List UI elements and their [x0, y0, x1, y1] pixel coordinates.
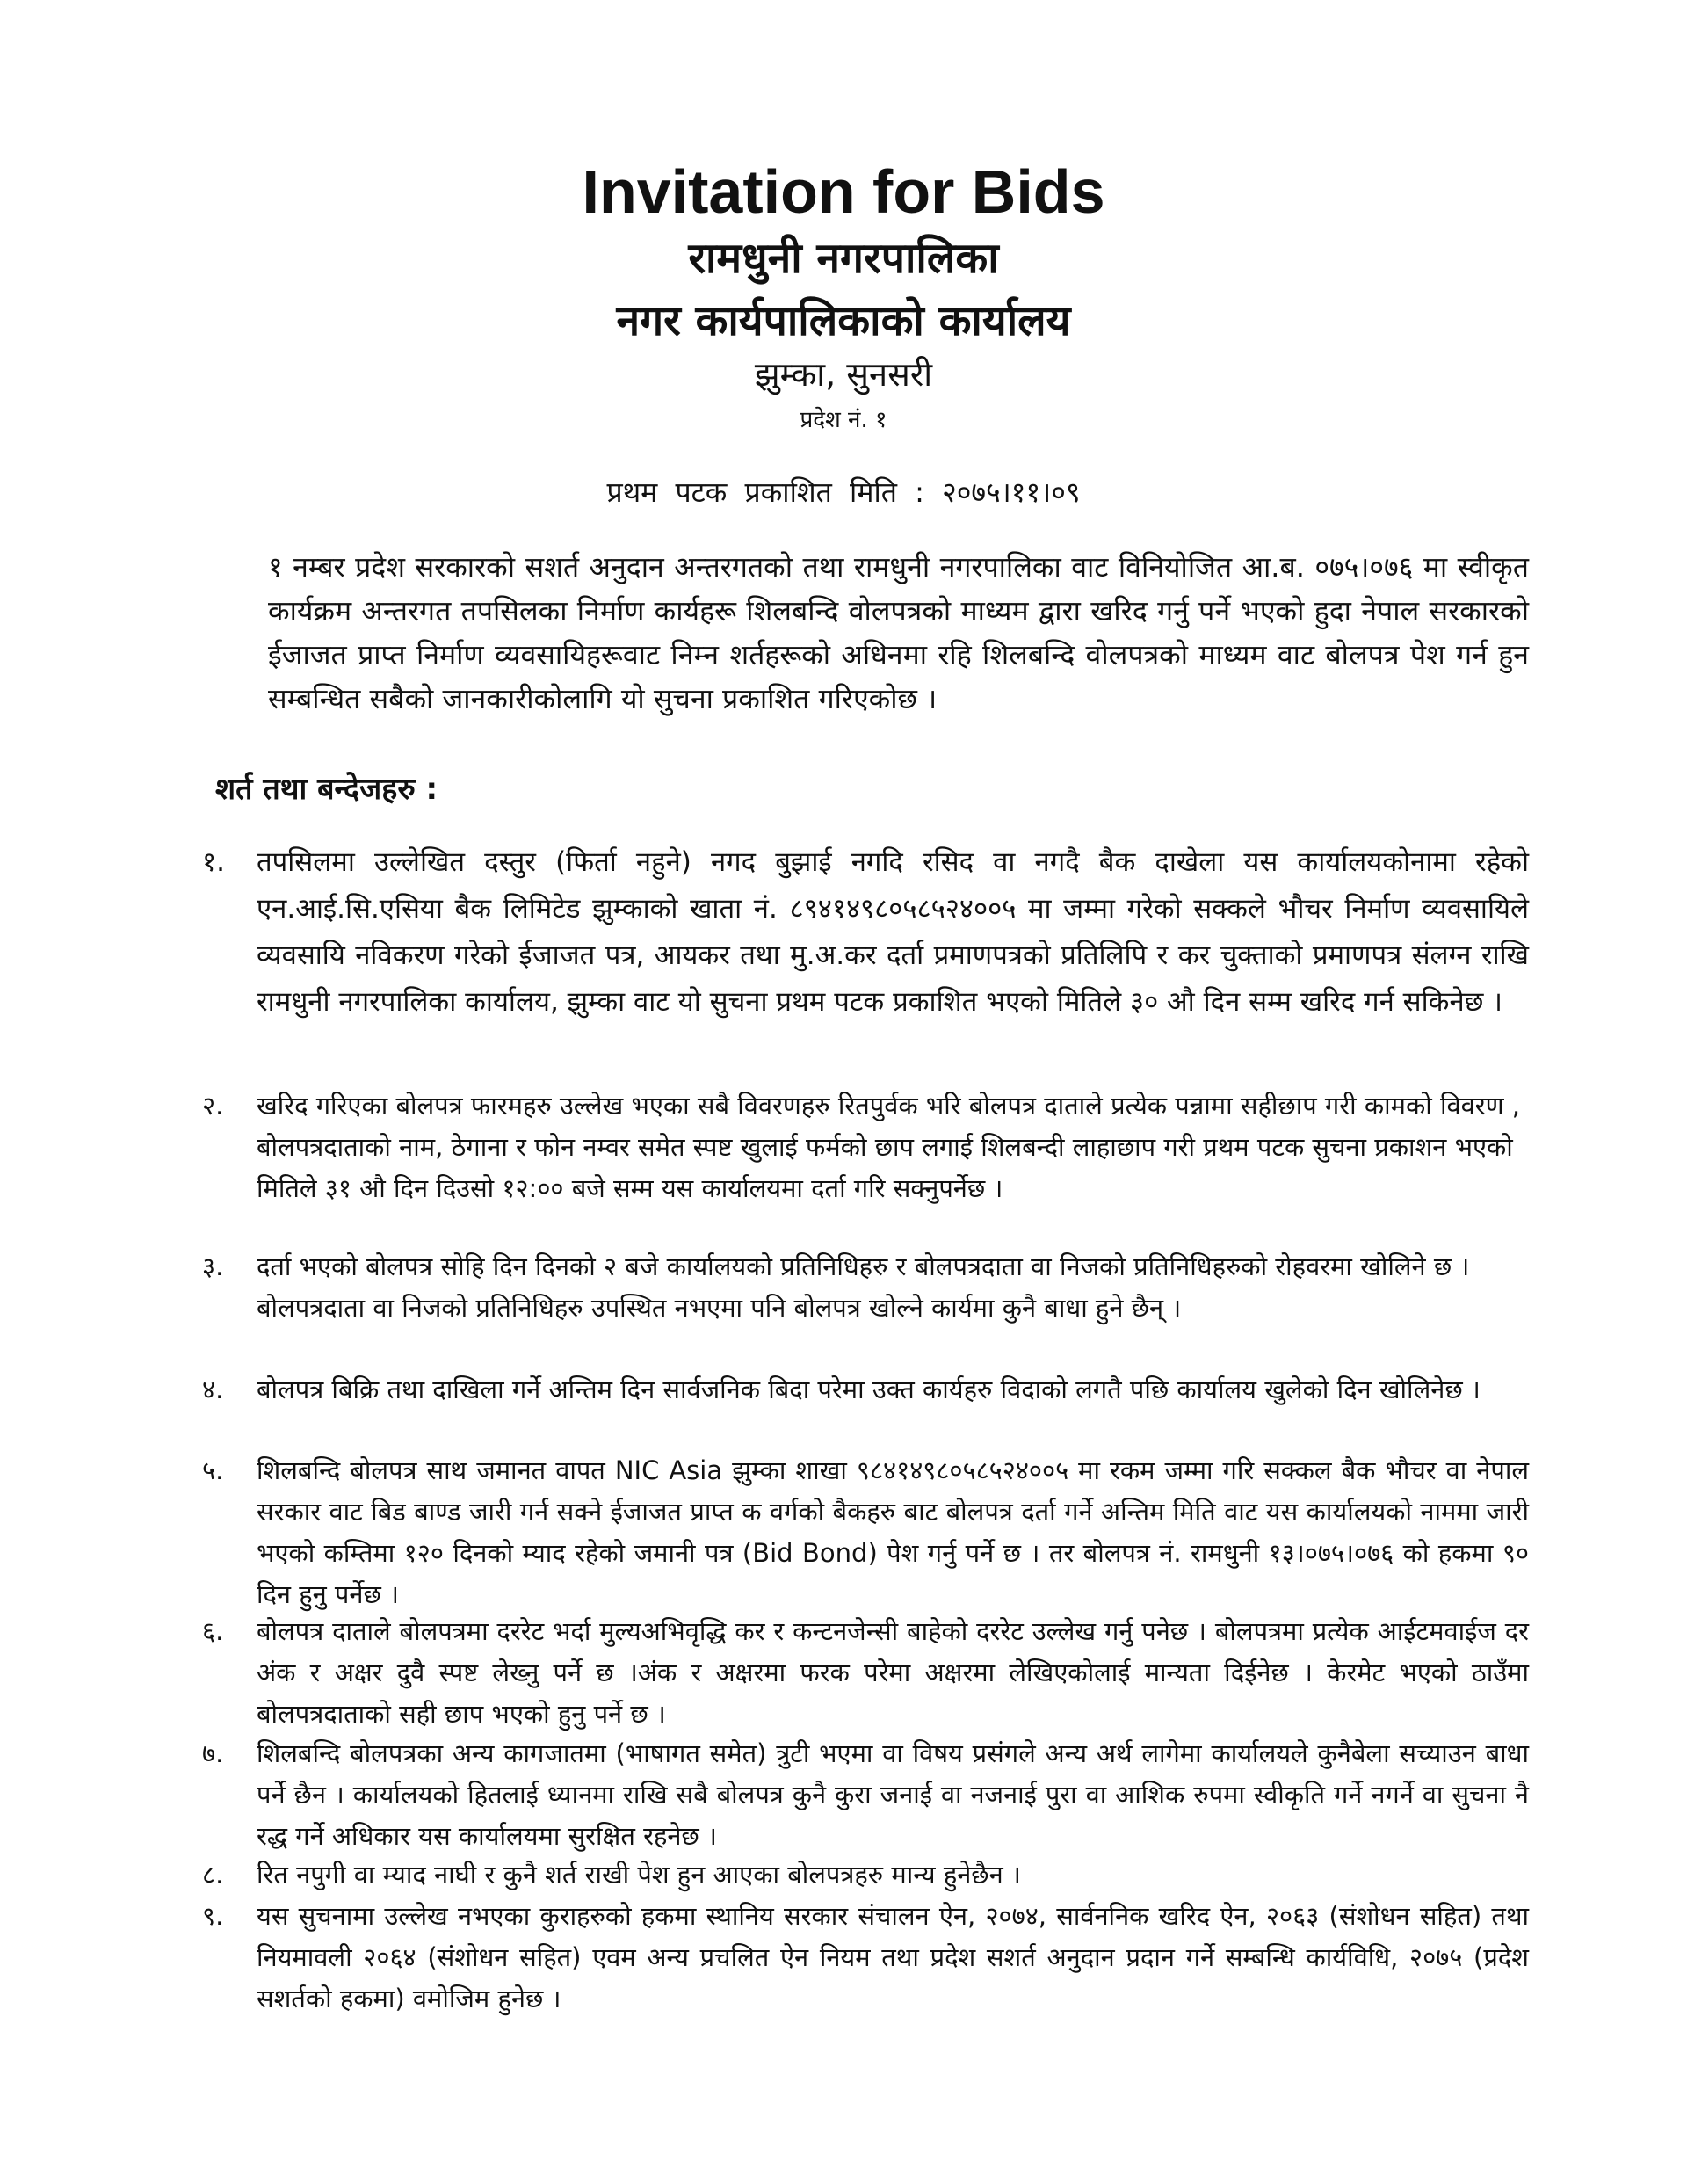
term-item-5	[202, 1450, 1529, 1615]
term-item-1	[202, 839, 1529, 1026]
term-number: ६.	[202, 1616, 224, 1646]
publication-date: प्रथम पटक प्रकाशित मिति : २०७५।११।०९	[606, 475, 1081, 509]
term-item-3	[202, 1246, 1529, 1329]
terms-heading: शर्त तथा बन्देजहरु :	[215, 772, 438, 807]
office-address: झुम्का, सुनसरी	[754, 355, 933, 394]
term-text: बोलपत्र बिक्रि तथा दाखिला गर्ने अन्तिम दिन सार्वजनिक बिदा परेमा उक्त कार्यहरु विदाको लगतै पछि कार्यालय खुलेको दिन खोलिनेछ ।	[257, 1375, 1481, 1404]
term-number: २.	[202, 1091, 224, 1121]
term-item-4	[202, 1369, 1529, 1411]
office-name: नगर कार्यपालिकाको कार्यालय	[616, 296, 1071, 345]
term-text: शिलबन्दि बोलपत्रका अन्य कागजातमा (भाषागत समेत) त्रुटी भएमा वा विषय प्रसंगले अन्य अर्थ लागेमा कार्यालयले कुनैबेला सच्याउन बाधा पर्ने छैन । कार्यालयको हितलाई ध्यानमा राखि सबै बोलपत्र कुनै कुरा जनाई वा नजनाई पुरा वा आशिक रुपमा स्वीकृति गर्ने नगर्ने वा सुचना नै रद्ध गर्ने अधिकार यस कार्यालयमा सुरक्षित रहनेछ ।	[257, 1738, 1529, 1851]
municipality-name: रामधुनी नगरपालिका	[688, 234, 999, 283]
term-number: १.	[202, 846, 225, 878]
term-item-8	[202, 1854, 1529, 1896]
term-text: तपसिलमा उल्लेखित दस्तुर (फिर्ता नहुने) नगद बुझाई नगदि रसिद वा नगदै बैक दाखेला यस कार्यालयकोनामा रहेको एन.आई.सि.एसिया बैक लिमिटेड झुम्काको खाता नं. ८९४१४९८०५८५२४००५ मा जम्मा गरेको सक्कले भौचर निर्माण व्यवसायिले व्यवसायि नविकरण गरेको ईजाजत पत्र, आयकर तथा मु.अ.कर दर्ता प्रमाणपत्रको प्रतिलिपि र कर चुक्ताको प्रमाणपत्र संलग्न राखि रामधुनी नगरपालिका कार्यालय, झुम्का वाट यो सुचना प्रथम पटक प्रकाशित भएको मितिले ३० औ दिन सम्म खरिद गर्न सकिनेछ ।	[257, 846, 1529, 1018]
province-number: प्रदेश नं. १	[800, 407, 887, 433]
term-item-9	[202, 1896, 1529, 2020]
document-title: Invitation for Bids	[582, 157, 1105, 226]
term-number: ९.	[202, 1901, 224, 1931]
term-item-7	[202, 1733, 1529, 1857]
term-text: यस सुचनामा उल्लेख नभएका कुराहरुको हकमा स्थानिय सरकार संचालन ऐन, २०७४, सार्वननिक खरिद ऐन, २०६३ (संशोधन सहित) तथा नियमावली २०६४ (संशोधन सहित) एवम अन्य प्रचलित ऐन नियम तथा प्रदेश सशर्त अनुदान प्रदान गर्ने सम्बन्धि कार्यविधि, २०७५ (प्रदेश सशर्तको हकमा) वमोजिम हुनेछ ।	[257, 1901, 1529, 2013]
term-text: बोलपत्र दाताले बोलपत्रमा दररेट भर्दा मुल्यअभिवृद्धि कर र कन्टनजेन्सी बाहेको दररेट उल्लेख गर्नु पनेछ । बोलपत्रमा प्रत्येक आईटमवाईज दर अंक र अक्षर दुवै स्पष्ट लेख्नु पर्ने छ ।अंक र अक्षरमा फरक परेमा अक्षरमा लेखिएकोलाई मान्यता दिईनेछ । केरमेट भएको ठाउँमा बोलपत्रदाताको सही छाप भएको हुनु पर्ने छ ।	[257, 1616, 1529, 1729]
term-number: ८.	[202, 1860, 224, 1890]
intro-paragraph: १ नम्बर प्रदेश सरकारको सशर्त अनुदान अन्तरगतको तथा रामधुनी नगरपालिका वाट विनियोजित आ.ब. ०७५।०७६ मा स्वीकृत कार्यक्रम अन्तरगत तपसिलका निर्माण कार्यहरू शिलबन्दि वोलपत्रको माध्यम द्वारा खरिद गर्नु पर्ने भएको हुदा नेपाल सरकारको ईजाजत प्राप्त निर्माण व्यवसायिहरूवाट निम्न शर्तहरूको अधिनमा रहि शिलबन्दि वोलपत्रको माध्यम वाट बोलपत्र पेश गर्न हुन सम्बन्धित सबैको जानकारीकोलागि यो सुचना प्रकाशित गरिएकोछ ।	[268, 550, 1529, 715]
term-item-6	[202, 1611, 1529, 1735]
term-item-2	[202, 1085, 1529, 1209]
term-text: दर्ता भएको बोलपत्र सोहि दिन दिनको २ बजे कार्यालयको प्रतिनिधिहरु र बोलपत्रदाता वा निजको प्रतिनिधिहरुको रोहवरमा खोलिने छ । बोलपत्रदाता वा निजको प्रतिनिधिहरु उपस्थित नभएमा पनि बोलपत्र खोल्ने कार्यमा कुनै बाधा हुने छैन् ।	[257, 1252, 1470, 1323]
term-number: ५.	[202, 1455, 224, 1485]
term-text: शिलबन्दि बोलपत्र साथ जमानत वापत NIC Asia झुम्का शाखा ९८४१४९८०५८५२४००५ मा रकम जम्मा गरि सक्कल बैक भौचर वा नेपाल सरकार वाट बिड बाण्ड जारी गर्न सक्ने ईजाजत प्राप्त क वर्गको बैकहरु बाट बोलपत्र दर्ता गर्ने अन्तिम मिति वाट यस कार्यालयको नाममा जारी भएको कम्तिमा १२० दिनको म्याद रहेको जमानी पत्र (Bid Bond) पेश गर्नु पर्ने छ । तर बोलपत्र नं. रामधुनी १३।०७५।०७६ को हकमा ९० दिन हुनु पर्नेछ ।	[257, 1455, 1530, 1609]
term-number: ७.	[202, 1738, 224, 1768]
term-text: रित नपुगी वा म्याद नाघी र कुनै शर्त राखी पेश हुन आएका बोलपत्रहरु मान्य हुनेछैन ।	[257, 1860, 1021, 1890]
term-text: खरिद गरिएका बोलपत्र फारमहरु उल्लेख भएका सबै विवरणहरु रितपुर्वक भरि बोलपत्र दाताले प्रत्येक पन्नामा सहीछाप गरी कामको विवरण , बोलपत्रदाताको नाम, ठेगाना र फोन नम्वर समेत स्पष्ट खुलाई फर्मको छाप लगाई शिलबन्दी लाहाछाप गरी प्रथम पटक सुचना प्रकाशन भएको मितिले ३१ औ दिन दिउसो १२:०० बजे सम्म यस कार्यालयमा दर्ता गरि सक्नुपर्नेछ ।	[257, 1091, 1520, 1203]
term-number: ३.	[202, 1252, 224, 1281]
term-number: ४.	[202, 1375, 224, 1404]
